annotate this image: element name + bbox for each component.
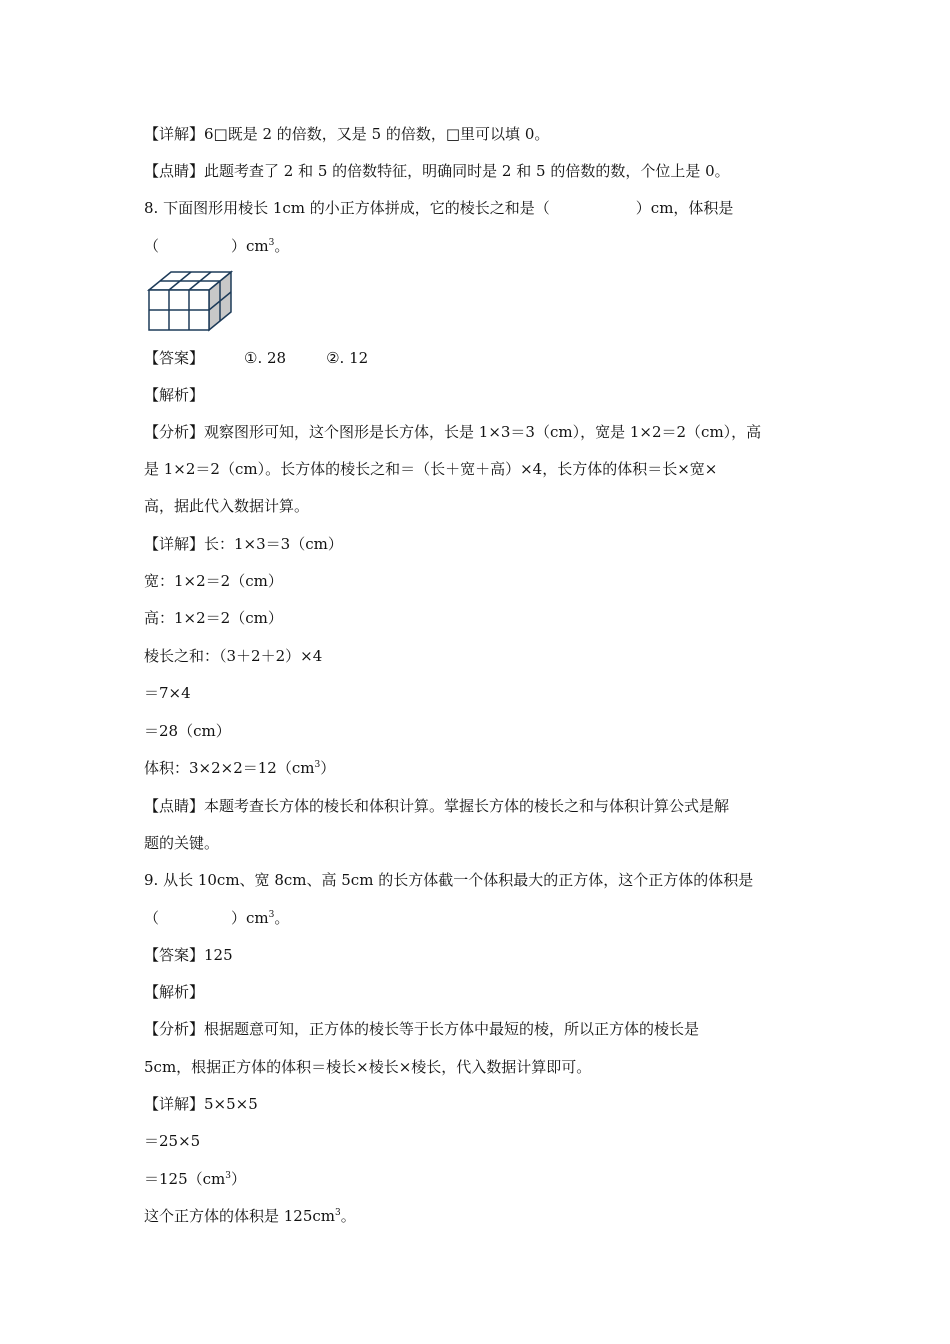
detail-8-line-1: 【详解】长：1×3＝3（cm） [144,535,343,553]
detail-9-line-1: 【详解】5×5×5 [144,1095,258,1113]
detail-8-line-3: 高：1×2＝2（cm） [144,609,283,627]
insight-8-line-1: 【点睛】本题考查长方体的棱长和体积计算。掌握长方体的棱长之和与体积计算公式是解 [144,797,730,815]
detail-8-line-5: ＝7×4 [144,684,191,702]
analysis-8-line-1: 【分析】观察图形可知，这个图形是长方体，长是 1×3＝3（cm），宽是 1×2＝2（cm），高 [144,423,762,441]
detail-8-line-4: 棱长之和：（3＋2＋2）×4 [144,647,323,665]
detail-line-q7: 【详解】6□既是 2 的倍数，又是 5 的倍数，□里可以填 0。 [144,125,550,143]
analysis-9-line-1: 【分析】根据题意可知，正方体的棱长等于长方体中最短的棱，所以正方体的棱长是 [144,1020,700,1038]
detail-9-line-4: 这个正方体的体积是 $125cm^3$。 [144,1207,356,1225]
cuboid-figure [145,270,233,334]
analysis-label-8: 【解析】 [144,386,205,404]
analysis-8-line-3: 高，据此代入数据计算。 [144,497,310,515]
answer-8-part-1: ①. 28 [244,349,287,367]
analysis-9-line-2: 5cm，根据正方体的体积＝棱长×棱长×棱长，代入数据计算即可。 [144,1058,592,1076]
detail-8-line-2: 宽：1×2＝2（cm） [144,572,283,590]
insight-line-q7: 【点睛】此题考查了 2 和 5 的倍数特征，明确同时是 2 和 5 的倍数的数，个位上是 0。 [144,162,730,180]
detail-8-line-7: 体积：$3\times 2\times 2=12(cm^3)$ [144,759,336,777]
answer-8-part-2: ②. 12 [326,349,369,367]
question-9-line-2: （ ）$cm^3$。 [144,909,290,927]
analysis-8-line-2: 是 1×2＝2（cm）。长方体的棱长之和＝（长＋宽＋高）×4，长方体的体积＝长×宽× [144,460,718,478]
question-8-line-1 [144,197,733,219]
question-8-text-b: ）cm，体积是 [635,199,734,217]
answer-9: 【答案】125 [144,946,233,964]
detail-8-line-6: ＝28（cm） [144,722,231,740]
insight-8-line-2: 题的关键。 [144,834,220,852]
detail-9-line-2: ＝25×5 [144,1132,201,1150]
question-9-line-1: 9. 从长 10cm、宽 8cm、高 5cm 的长方体截一个体积最大的正方体，这个正方体的体积是 [144,871,754,889]
detail-9-line-3: $=125(cm^3)$ [144,1170,247,1188]
answer-8: 【答案】 ①. 28 ②. 12 [144,349,369,367]
question-8-text-a: 8. 下面图形用棱长 1cm 的小正方体拼成，它的棱长之和是（ [144,199,550,217]
analysis-label-9: 【解析】 [144,983,205,1001]
question-8-line-2: （ ）$cm^3$。 [144,237,290,255]
